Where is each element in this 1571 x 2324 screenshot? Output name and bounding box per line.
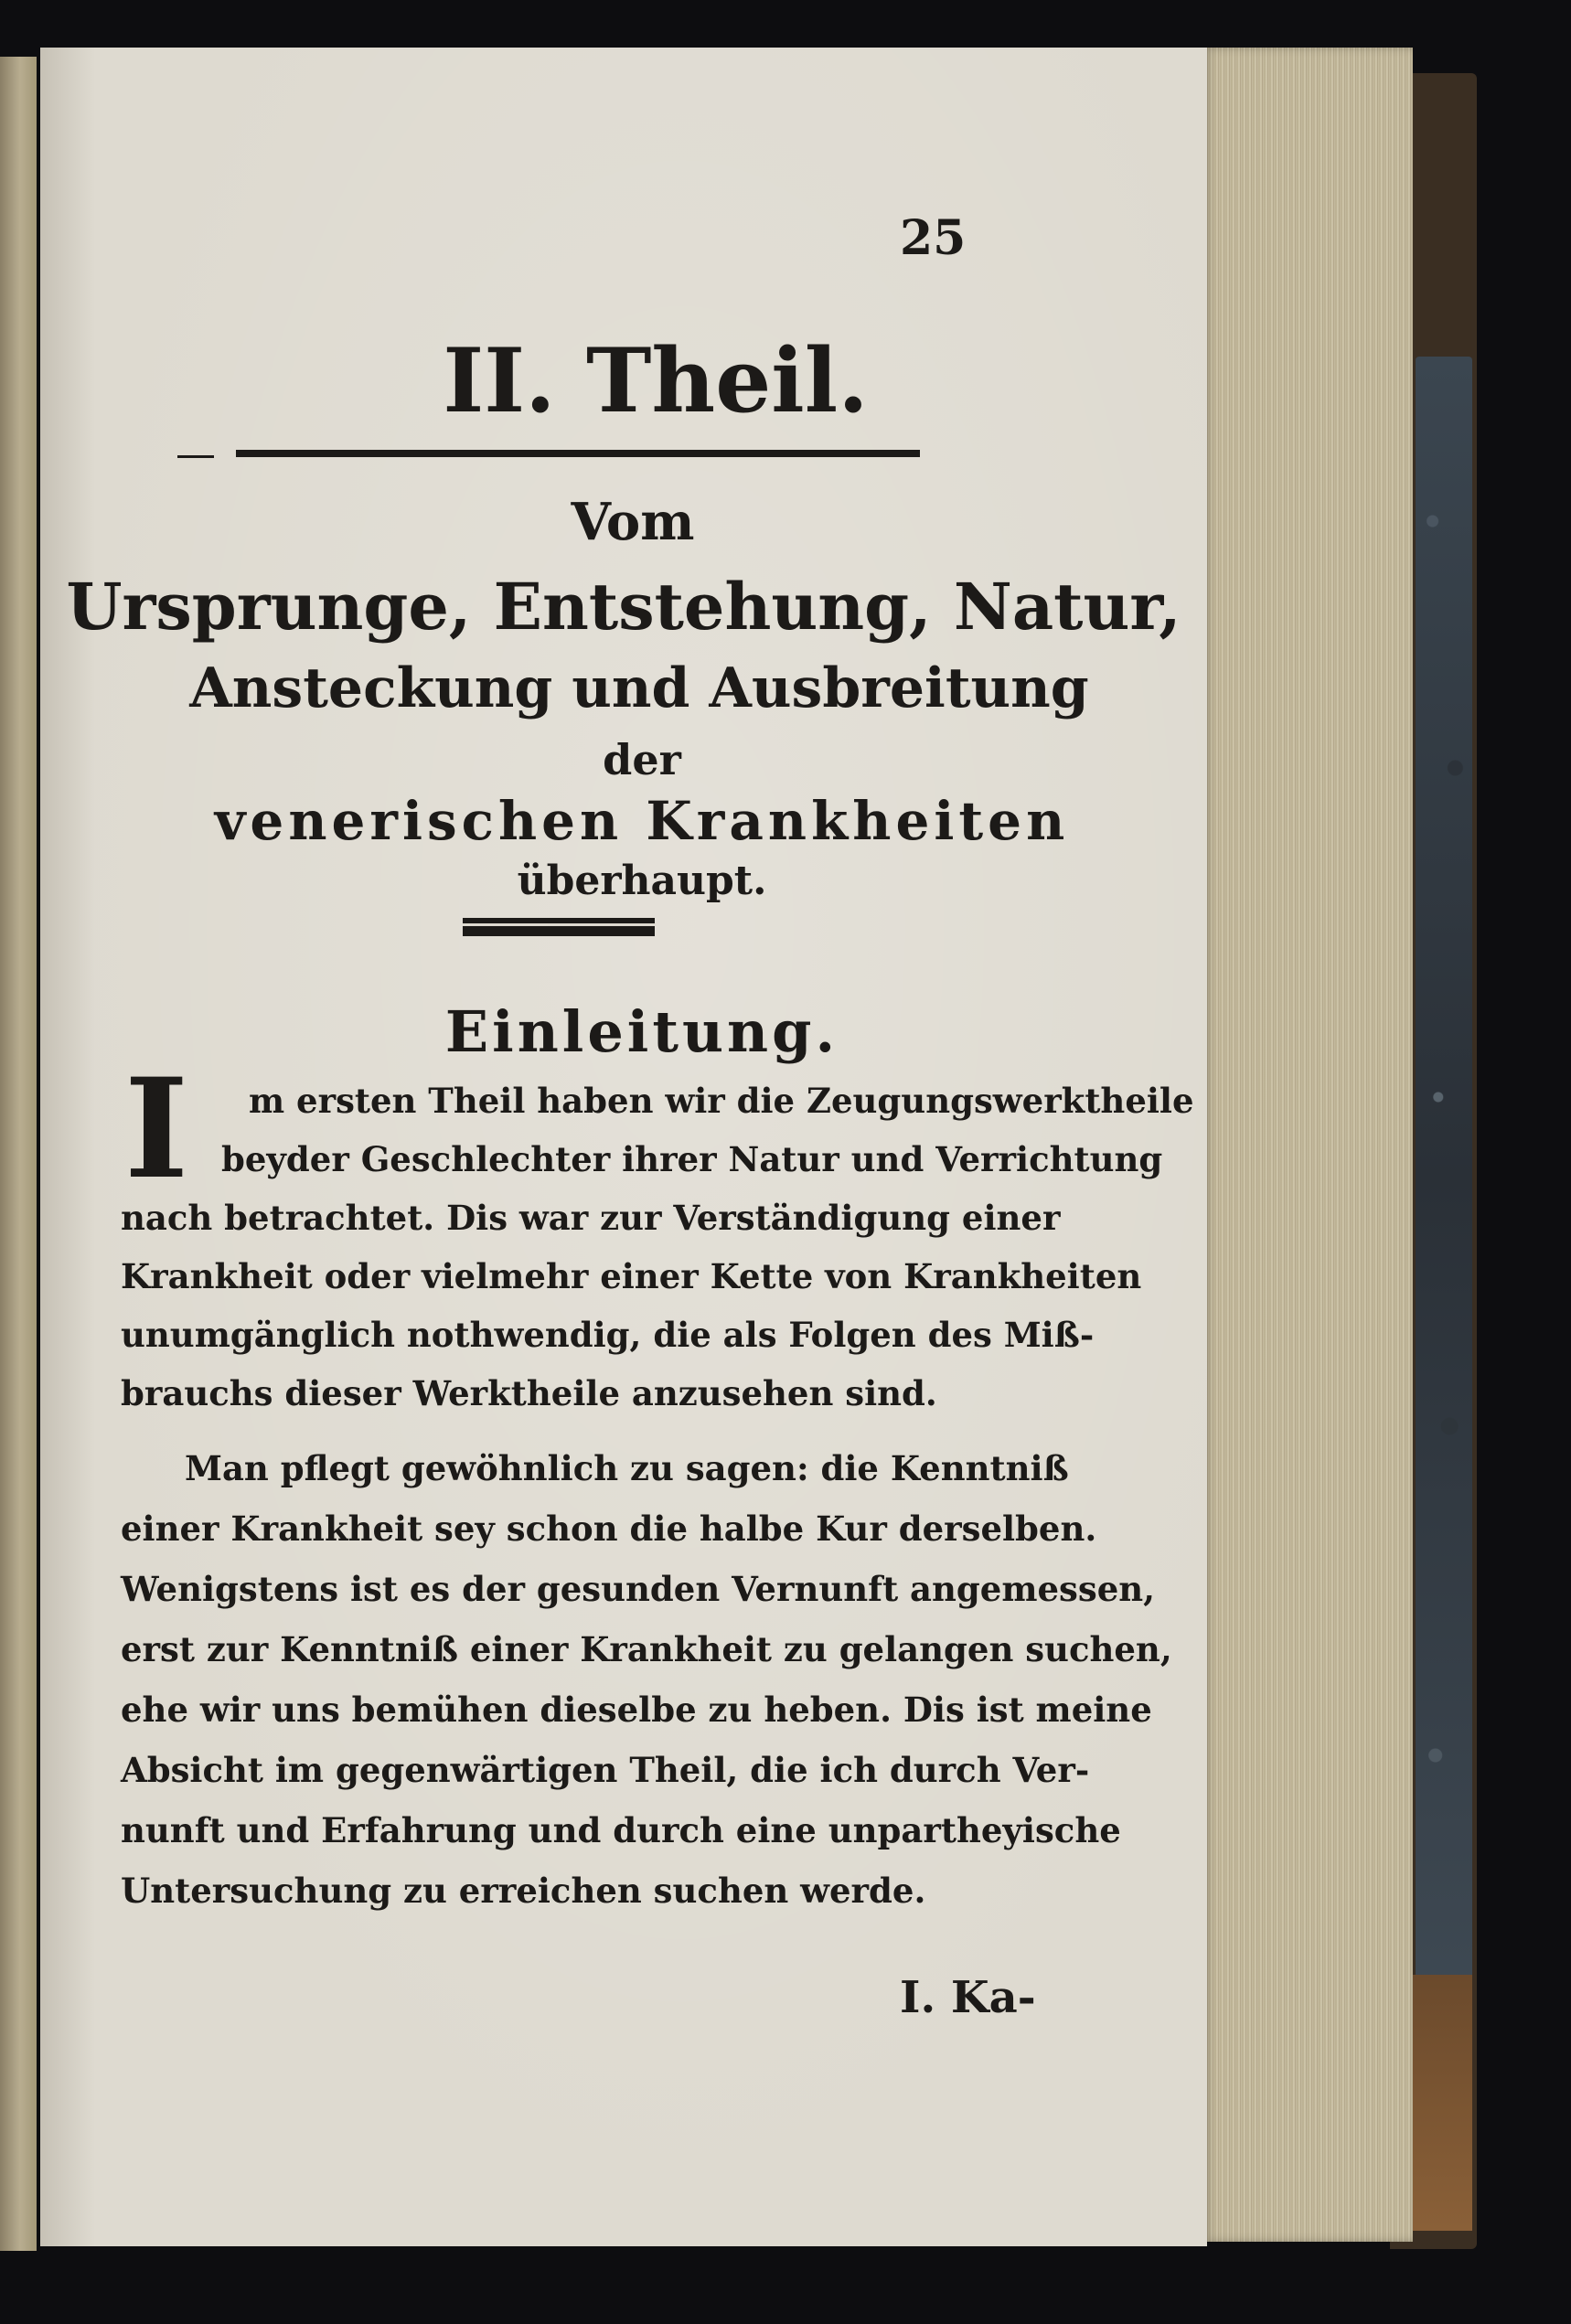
catchword: I. Ka- — [900, 1972, 1036, 2023]
part-title: II. Theil. — [443, 329, 869, 432]
heading-line-5: überhaupt. — [517, 858, 767, 904]
section-rule — [463, 923, 655, 936]
page-number: 25 — [900, 210, 967, 266]
section-title: Einleitung. — [444, 998, 839, 1065]
paragraph-line: Untersuchung zu erreichen suchen werde. — [121, 1871, 926, 1911]
paragraph-line: nunft und Erfahrung und durch eine unpartheyische — [121, 1810, 1121, 1850]
paragraph-line: ehe wir uns bemühen dieselbe zu heben. Dis ist meine — [121, 1690, 1152, 1730]
cover-corner — [1408, 1975, 1472, 2231]
heading-line-3: der — [603, 735, 681, 784]
paragraph-line: Absicht im gegenwärtigen Theil, die ich durch Ver- — [121, 1750, 1090, 1790]
drop-cap: I — [124, 1049, 189, 1210]
heading-line-4: venerischen Krankheiten — [214, 790, 1070, 852]
left-page-edge — [0, 57, 37, 2251]
heading-line-2: Ansteckung und Ausbreitung — [189, 656, 1089, 720]
page-block-edges — [1202, 48, 1413, 2242]
paragraph-line: Krankheit oder vielmehr einer Kette von Krankheiten — [121, 1256, 1142, 1296]
paragraph-line: einer Krankheit sey schon die halbe Kur derselben. — [121, 1508, 1097, 1549]
heading-line-1: Ursprunge, Entstehung, Natur, — [66, 569, 1181, 645]
paragraph-line: beyder Geschlechter ihrer Natur und Verrichtung — [221, 1139, 1163, 1179]
paragraph-line: Wenigstens ist es der gesunden Vernunft angemessen, — [121, 1569, 1156, 1609]
title-rule — [236, 450, 920, 457]
paragraph-line: nach betrachtet. Dis war zur Verständigung einer — [121, 1198, 1061, 1238]
paragraph-line: erst zur Kenntniß einer Krankheit zu gelangen suchen, — [121, 1629, 1172, 1669]
heading-vom: Vom — [571, 492, 695, 552]
book-page — [40, 48, 1207, 2246]
paragraph-line: Man pflegt gewöhnlich zu sagen: die Kenntniß — [185, 1448, 1069, 1488]
paragraph-line: brauchs dieser Werktheile anzusehen sind. — [121, 1373, 937, 1413]
paragraph-line: m ersten Theil haben wir die Zeugungswerktheile — [249, 1081, 1194, 1121]
marbled-cover — [1416, 357, 1472, 2002]
rule-ornament — [177, 455, 214, 458]
paragraph-line: unumgänglich nothwendig, die als Folgen des Miß- — [121, 1315, 1095, 1355]
